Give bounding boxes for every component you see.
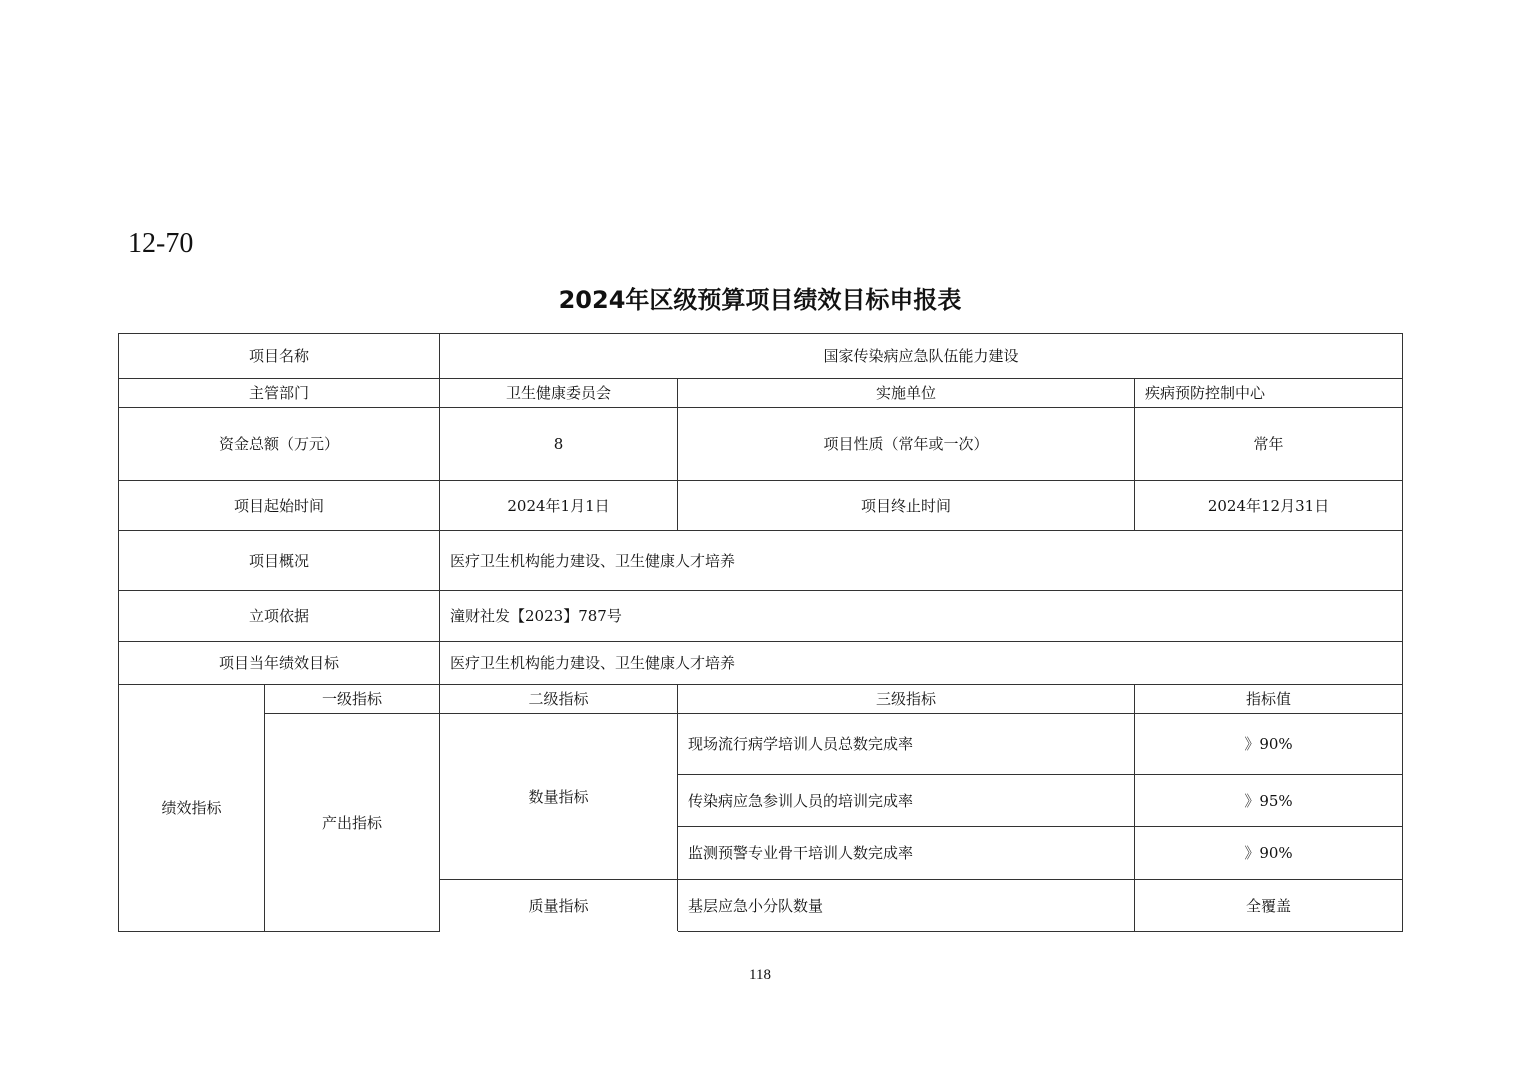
table-row xyxy=(119,591,1403,642)
funds-label: 资金总额（万元） xyxy=(119,408,440,481)
header-level3: 三级指标 xyxy=(678,685,1135,714)
document-number: 12-70 xyxy=(128,228,194,259)
header-level2: 二级指标 xyxy=(440,685,678,714)
project-name-value: 国家传染病应急队伍能力建设 xyxy=(440,334,1403,379)
table-row xyxy=(119,334,1403,379)
overview-value: 医疗卫生机构能力建设、卫生健康人才培养 xyxy=(440,531,1403,591)
table-row xyxy=(119,642,1403,685)
indicator-name: 现场流行病学培训人员总数完成率 xyxy=(678,714,1135,775)
table-row xyxy=(119,714,1403,775)
table-row xyxy=(119,379,1403,408)
start-value: 2024年1月1日 xyxy=(440,481,678,531)
goal-label: 项目当年绩效目标 xyxy=(119,642,440,685)
indicator-value: 》90% xyxy=(1135,827,1403,880)
funds-value: 8 xyxy=(440,408,678,481)
table-row xyxy=(119,408,1403,481)
table-row xyxy=(119,531,1403,591)
nature-label: 项目性质（常年或一次） xyxy=(678,408,1135,481)
indicator-name: 监测预警专业骨干培训人数完成率 xyxy=(678,827,1135,880)
indicator-section-label: 绩效指标 xyxy=(119,685,265,932)
dept-value: 卫生健康委员会 xyxy=(440,379,678,408)
end-value: 2024年12月31日 xyxy=(1135,481,1403,531)
nature-value: 常年 xyxy=(1135,408,1403,481)
end-label: 项目终止时间 xyxy=(678,481,1135,531)
indicator-name: 基层应急小分队数量 xyxy=(678,880,1135,932)
header-value: 指标值 xyxy=(1135,685,1403,714)
quantity-indicator-label: 数量指标 xyxy=(440,714,678,880)
page-number: 118 xyxy=(749,967,771,983)
header-level1: 一级指标 xyxy=(265,685,440,714)
output-indicator-label: 产出指标 xyxy=(265,714,440,932)
performance-goal-table xyxy=(118,333,1403,932)
table-row xyxy=(119,685,1403,714)
dept-label: 主管部门 xyxy=(119,379,440,408)
goal-value: 医疗卫生机构能力建设、卫生健康人才培养 xyxy=(440,642,1403,685)
indicator-value: 》90% xyxy=(1135,714,1403,775)
impl-value: 疾病预防控制中心 xyxy=(1135,379,1403,408)
indicator-value: 》95% xyxy=(1135,775,1403,827)
quality-indicator-label: 质量指标 xyxy=(440,880,678,932)
basis-value: 潼财社发【2023】787号 xyxy=(440,591,1403,642)
indicator-value: 全覆盖 xyxy=(1135,880,1403,932)
table-row xyxy=(119,481,1403,531)
start-label: 项目起始时间 xyxy=(119,481,440,531)
impl-label: 实施单位 xyxy=(678,379,1135,408)
indicator-name: 传染病应急参训人员的培训完成率 xyxy=(678,775,1135,827)
project-name-label: 项目名称 xyxy=(119,334,440,379)
basis-label: 立项依据 xyxy=(119,591,440,642)
page-title: 2024年区级预算项目绩效目标申报表 xyxy=(558,286,962,314)
overview-label: 项目概况 xyxy=(119,531,440,591)
